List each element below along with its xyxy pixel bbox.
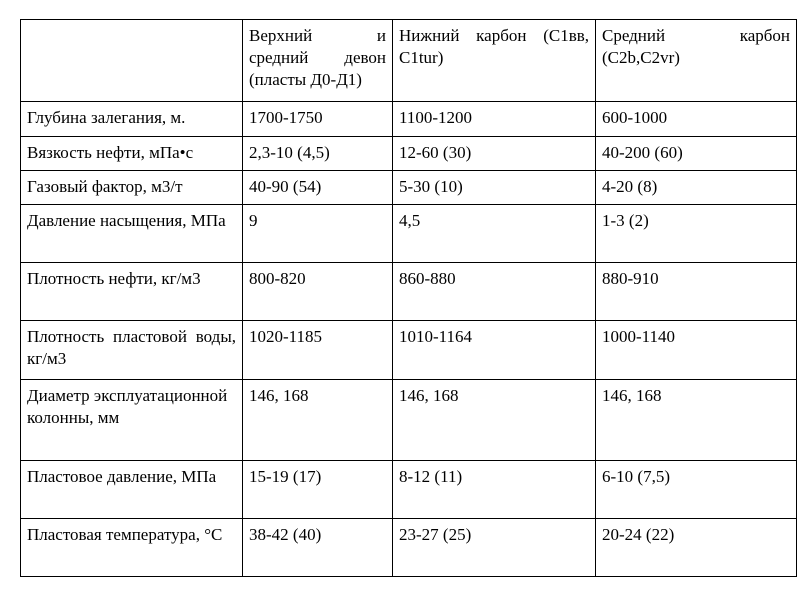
header-cell-upper-middle-devonian: Верхний и средний девон (пласты Д0-Д1)	[243, 20, 393, 102]
table-row	[21, 461, 797, 519]
table-cell: 1100-1200	[393, 102, 596, 137]
table-cell: 38-42 (40)	[243, 519, 393, 577]
table-cell: 600-1000	[596, 102, 797, 137]
table-row	[21, 102, 797, 137]
table-cell: 9	[243, 205, 393, 263]
table-header-row	[21, 20, 797, 102]
table-cell: 23-27 (25)	[393, 519, 596, 577]
table-row	[21, 205, 797, 263]
table-cell: 860-880	[393, 263, 596, 321]
table-row	[21, 380, 797, 461]
table-cell: 4-20 (8)	[596, 171, 797, 205]
table-cell: 5-30 (10)	[393, 171, 596, 205]
table-cell: 8-12 (11)	[393, 461, 596, 519]
row-label: Пластовая температура, °С	[21, 519, 243, 577]
header-cell-empty	[21, 20, 243, 102]
table-row	[21, 519, 797, 577]
table-row	[21, 263, 797, 321]
table-cell: 800-820	[243, 263, 393, 321]
table-cell: 1-3 (2)	[596, 205, 797, 263]
table-cell: 40-90 (54)	[243, 171, 393, 205]
table-cell: 20-24 (22)	[596, 519, 797, 577]
row-label: Газовый фактор, м3/т	[21, 171, 243, 205]
header-cell-lower-carboniferous: Нижний карбон (С1вв, С1tur)	[393, 20, 596, 102]
row-label: Вязкость нефти, мПа•с	[21, 137, 243, 171]
table-cell: 40-200 (60)	[596, 137, 797, 171]
row-label: Глубина залегания, м.	[21, 102, 243, 137]
table-cell: 12-60 (30)	[393, 137, 596, 171]
table-cell: 15-19 (17)	[243, 461, 393, 519]
table-cell: 146, 168	[243, 380, 393, 461]
row-label: Пластовое давление, МПа	[21, 461, 243, 519]
row-label: Давление насыщения, МПа	[21, 205, 243, 263]
table-row	[21, 137, 797, 171]
reservoir-properties-table	[20, 19, 797, 577]
table-cell: 2,3-10 (4,5)	[243, 137, 393, 171]
table-row	[21, 171, 797, 205]
table-cell: 6-10 (7,5)	[596, 461, 797, 519]
reservoir-properties-table-container	[20, 19, 797, 577]
table-row	[21, 321, 797, 380]
row-label: Диаметр эксплуатационной колонны, мм	[21, 380, 243, 461]
table-cell: 1700-1750	[243, 102, 393, 137]
row-label: Плотность пластовой воды, кг/м3	[21, 321, 243, 380]
table-cell: 146, 168	[596, 380, 797, 461]
table-cell: 4,5	[393, 205, 596, 263]
row-label: Плотность нефти, кг/м3	[21, 263, 243, 321]
table-cell: 1020-1185	[243, 321, 393, 380]
header-cell-middle-carboniferous: Средний карбон (С2b,С2vr)	[596, 20, 797, 102]
table-cell: 1010-1164	[393, 321, 596, 380]
table-cell: 146, 168	[393, 380, 596, 461]
table-cell: 1000-1140	[596, 321, 797, 380]
table-cell: 880-910	[596, 263, 797, 321]
